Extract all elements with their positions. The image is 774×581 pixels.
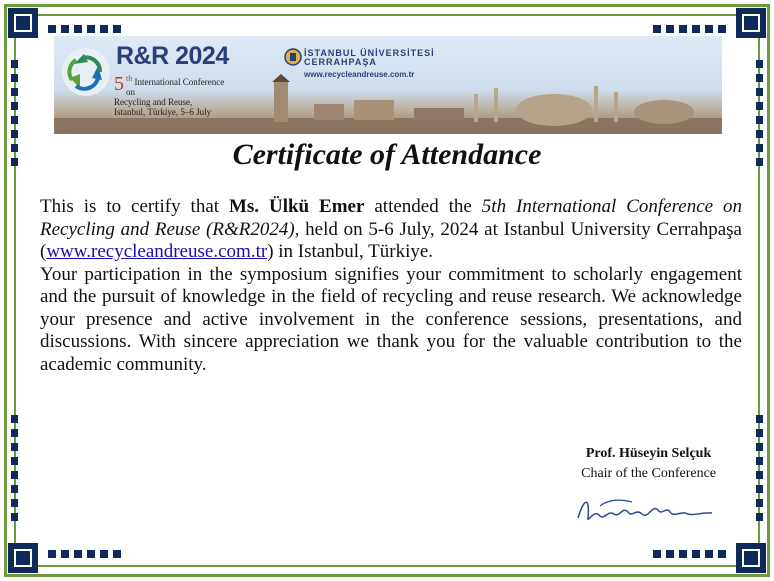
university-name <box>304 49 435 67</box>
corner-ornament-bottom-left <box>8 543 38 573</box>
location-text: ) in Istanbul, Türkiye. <box>267 241 434 262</box>
conference-line-2: Recycling and Reuse, <box>114 97 193 107</box>
istanbul-skyline-image <box>54 74 722 134</box>
border-dashes-bottom-left <box>48 550 121 558</box>
university-line-2: CERRAHPAŞA <box>304 57 377 67</box>
corner-ornament-bottom-right <box>736 543 766 573</box>
university-line-1: İSTANBUL ÜNİVERSİTESİ <box>304 48 435 58</box>
banner-website: www.recycleandreuse.com.tr <box>304 70 415 79</box>
border-dashes-left-lower <box>11 415 18 521</box>
recipient-name: Ms. Ülkü Emer <box>228 196 365 217</box>
certificate-body <box>40 196 742 376</box>
corner-ornament-top-left <box>8 8 38 38</box>
appreciation-paragraph: Your participation in the symposium signifies your commitment to scholarly engagement and the pursuit of knowledge in the field of recycling and reuse research. We acknowledge your presence and active involvement in the conference sessions, presentations, and discussions. With sincere appreciation we thank you for the valuable contribution to the academic community. <box>40 263 742 375</box>
conference-line-3: Istanbul, Türkiye, 5–6 July <box>114 107 212 117</box>
signatory-name: Prof. Hüseyin Selçuk <box>585 446 712 461</box>
border-dashes-top-right <box>653 25 726 33</box>
conference-edition: 5 <box>114 73 124 95</box>
handwritten-signature-image <box>570 488 720 530</box>
intro-text: This is to certify that <box>40 196 229 217</box>
certificate-title: Certificate of Attendance <box>232 138 542 171</box>
attendance-paragraph <box>40 196 742 264</box>
signature-block <box>581 444 716 484</box>
signatory-role: Chair of the Conference <box>581 466 716 481</box>
website-link[interactable]: www.recycleandreuse.com.tr <box>46 241 268 262</box>
held-text: , held on 5-6 July, 2024 at Istanbul University Cerrahpaşa ( <box>40 218 742 262</box>
event-title: R&R 2024 <box>116 42 229 70</box>
conference-line-1: International Conference on <box>126 77 225 97</box>
attended-text: attended the <box>364 196 482 217</box>
border-dashes-right-lower <box>756 415 763 521</box>
university-seal-icon <box>284 48 302 66</box>
conference-banner <box>54 36 722 134</box>
border-dashes-bottom-right <box>653 550 726 558</box>
conference-edition-suffix: th <box>126 74 133 83</box>
border-dashes-top-left <box>48 25 121 33</box>
conference-name: 5th International Conference on Recycling and Reuse (R&R2024) <box>40 196 743 240</box>
corner-ornament-top-right <box>736 8 766 38</box>
